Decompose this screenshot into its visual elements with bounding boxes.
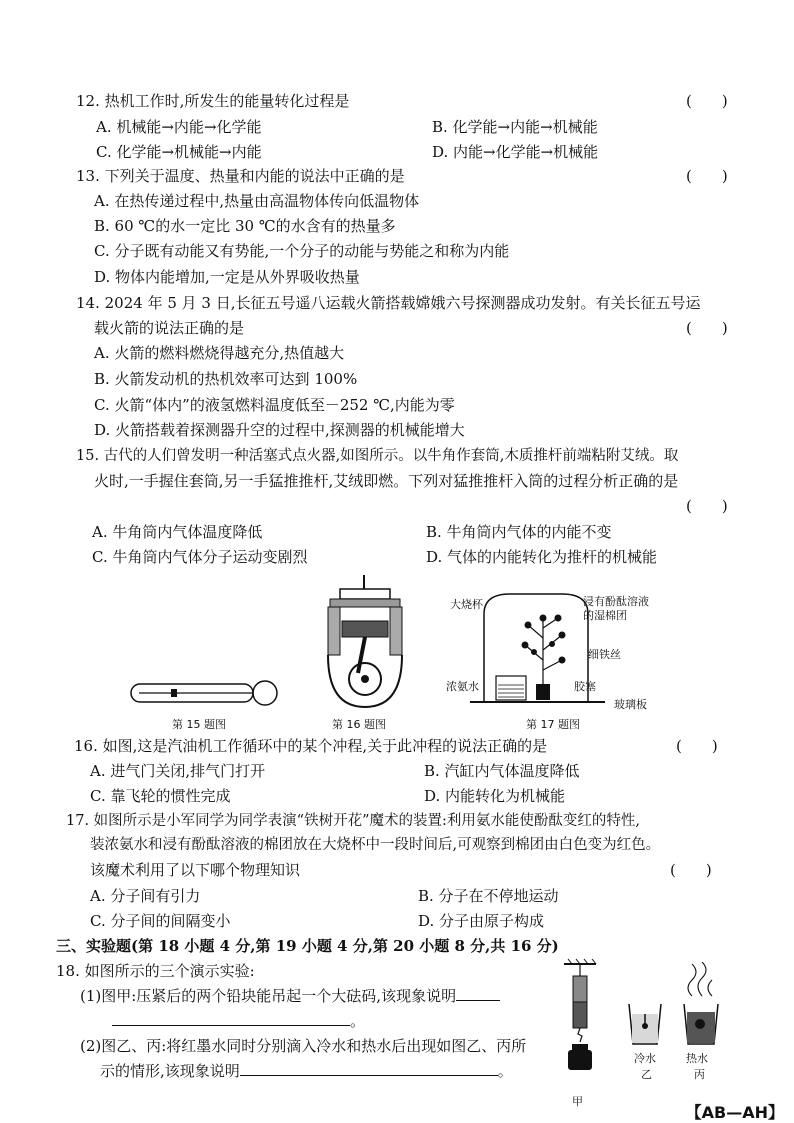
label-ammonia: 浓氨水 bbox=[446, 680, 479, 693]
figure-16-caption: 第 16 题图 bbox=[332, 718, 386, 731]
q15-option-c[interactable]: C. 牛角筒内气体分子运动变剧烈 bbox=[92, 548, 308, 566]
label-bing: 丙 bbox=[694, 1068, 705, 1081]
q13-option-b[interactable]: B. 60 ℃的水一定比 30 ℃的水含有的热量多 bbox=[94, 217, 396, 235]
q18-part1: (1)图甲:压紧后的两个铅块能吊起一个大砝码,该现象说明 bbox=[80, 986, 500, 1006]
figure-16-engine-cylinder bbox=[320, 575, 410, 715]
q18-part2-continued: 示的情形,该现象说明 。 bbox=[100, 1062, 513, 1080]
q17-stem-line1: 17. 如图所示是小军同学为同学表演“铁树开花”魔术的装置:利用氨水能使酚酞变红的特性, bbox=[66, 813, 640, 829]
section-title: 三、实验题(第 18 小题 4 分,第 19 小题 4 分,第 20 小题 8 分,共 16 分) bbox=[56, 937, 559, 955]
q18-part1-blank-a[interactable] bbox=[456, 986, 500, 1001]
q14-stem-line2: 载火箭的说法正确的是 bbox=[94, 319, 245, 337]
q14-answer-paren[interactable]: ( ) bbox=[686, 319, 728, 337]
q13-answer-paren[interactable]: ( ) bbox=[686, 167, 728, 185]
q16-option-b[interactable]: B. 汽缸内气体温度降低 bbox=[424, 762, 580, 780]
q15-stem-line1: 15. 古代的人们曾发明一种活塞式点火器,如图所示。以牛角作套筒,木质推杆前端粘附艾绒。取 bbox=[76, 448, 679, 464]
q16-option-c[interactable]: C. 靠飞轮的惯性完成 bbox=[90, 787, 231, 805]
q17-option-a[interactable]: A. 分子间有引力 bbox=[90, 887, 201, 905]
q16-option-a[interactable]: A. 进气门关闭,排气门打开 bbox=[90, 762, 266, 780]
q12-option-a[interactable]: A. 机械能→内能→化学能 bbox=[96, 118, 262, 136]
q17-stem-line3: 该魔术利用了以下哪个物理知识 bbox=[90, 861, 301, 879]
q14-option-b[interactable]: B. 火箭发动机的热机效率可达到 100% bbox=[94, 370, 358, 388]
q14-stem-line1: 14. 2024 年 5 月 3 日,长征五号遥八运载火箭搭载嫦娥六号探测器成功发射。有关长征五号运 bbox=[76, 294, 701, 312]
q15-stem-line2: 火时,一手握住套筒,另一手猛推推杆,艾绒即燃。下列对猛推推杆入筒的过程分析正确的是 bbox=[94, 472, 679, 490]
q15-option-d[interactable]: D. 气体的内能转化为推杆的机械能 bbox=[426, 548, 658, 566]
label-cold-water: 冷水 bbox=[634, 1052, 656, 1065]
q12-option-b[interactable]: B. 化学能→内能→机械能 bbox=[432, 118, 598, 136]
q12-stem: 12. 热机工作时,所发生的能量转化过程是 bbox=[76, 92, 350, 110]
q13-option-c[interactable]: C. 分子既有动能又有势能,一个分子的动能与势能之和称为内能 bbox=[94, 242, 510, 260]
q17-option-b[interactable]: B. 分子在不停地运动 bbox=[418, 887, 559, 905]
q13-option-d[interactable]: D. 物体内能增加,一定是从外界吸收热量 bbox=[94, 268, 360, 286]
figure-18-yi-cold-water bbox=[625, 1000, 665, 1048]
q12-option-d[interactable]: D. 内能→化学能→机械能 bbox=[432, 143, 599, 161]
figure-15-caption: 第 15 题图 bbox=[172, 718, 226, 731]
label-cotton-line1: 浸有酚酞溶液 bbox=[583, 595, 649, 608]
label-cotton-line2: 的湿棉团 bbox=[583, 609, 627, 622]
q16-stem: 16. 如图,这是汽油机工作循环中的某个冲程,关于此冲程的说法正确的是 bbox=[74, 737, 548, 755]
q16-answer-paren[interactable]: ( ) bbox=[676, 737, 718, 755]
figure-18-bing-hot-water bbox=[680, 962, 722, 1048]
q18-stem: 18. 如图所示的三个演示实验: bbox=[56, 962, 255, 980]
q15-option-a[interactable]: A. 牛角筒内气体温度降低 bbox=[92, 523, 263, 541]
q12-option-c[interactable]: C. 化学能→机械能→内能 bbox=[96, 143, 262, 161]
label-stopper: 胶塞 bbox=[574, 680, 596, 693]
q17-answer-paren[interactable]: ( ) bbox=[670, 861, 712, 879]
q16-option-d[interactable]: D. 内能转化为机械能 bbox=[424, 787, 566, 805]
figure-17-caption: 第 17 题图 bbox=[526, 718, 580, 731]
label-jia: 甲 bbox=[572, 1095, 583, 1108]
page-footer-code: 【AB—AH】 bbox=[685, 1103, 784, 1122]
figure-18-jia-lead-blocks bbox=[560, 958, 600, 1078]
q18-part1-blank-b[interactable] bbox=[112, 1011, 350, 1026]
q18-part2-blank[interactable] bbox=[240, 1061, 498, 1076]
q13-stem: 13. 下列关于温度、热量和内能的说法中正确的是 bbox=[76, 167, 405, 185]
q18-part2: (2)图乙、丙:将红墨水同时分别滴入冷水和热水后出现如图乙、丙所 bbox=[80, 1037, 527, 1055]
q14-option-a[interactable]: A. 火箭的燃料燃烧得越充分,热值越大 bbox=[94, 344, 345, 362]
q14-option-c[interactable]: C. 火箭“体内”的液氢燃料温度低至－252 ℃,内能为零 bbox=[94, 396, 455, 414]
label-hot-water: 热水 bbox=[686, 1052, 708, 1065]
label-glass-plate: 玻璃板 bbox=[614, 698, 647, 711]
q17-option-c[interactable]: C. 分子间的间隔变小 bbox=[90, 912, 231, 930]
q13-option-a[interactable]: A. 在热传递过程中,热量由高温物体传向低温物体 bbox=[94, 192, 420, 210]
label-beaker: 大烧杯 bbox=[450, 598, 483, 611]
q14-option-d[interactable]: D. 火箭搭载着探测器升空的过程中,探测器的机械能增大 bbox=[94, 421, 465, 439]
q18-part1-continued: 。 bbox=[112, 1011, 365, 1031]
q17-option-d[interactable]: D. 分子由原子构成 bbox=[418, 912, 545, 930]
q15-option-b[interactable]: B. 牛角筒内气体的内能不变 bbox=[426, 523, 612, 541]
q12-answer-paren[interactable]: ( ) bbox=[686, 92, 728, 110]
q17-stem-line2: 装浓氨水和浸有酚酞溶液的棉团放在大烧杯中一段时间后,可观察到棉团由白色变为红色。 bbox=[90, 837, 661, 853]
label-iron-wire: 细铁丝 bbox=[588, 648, 621, 661]
figure-15-fire-piston bbox=[125, 670, 285, 715]
q15-answer-paren[interactable]: ( ) bbox=[686, 497, 728, 515]
label-yi: 乙 bbox=[641, 1068, 652, 1081]
